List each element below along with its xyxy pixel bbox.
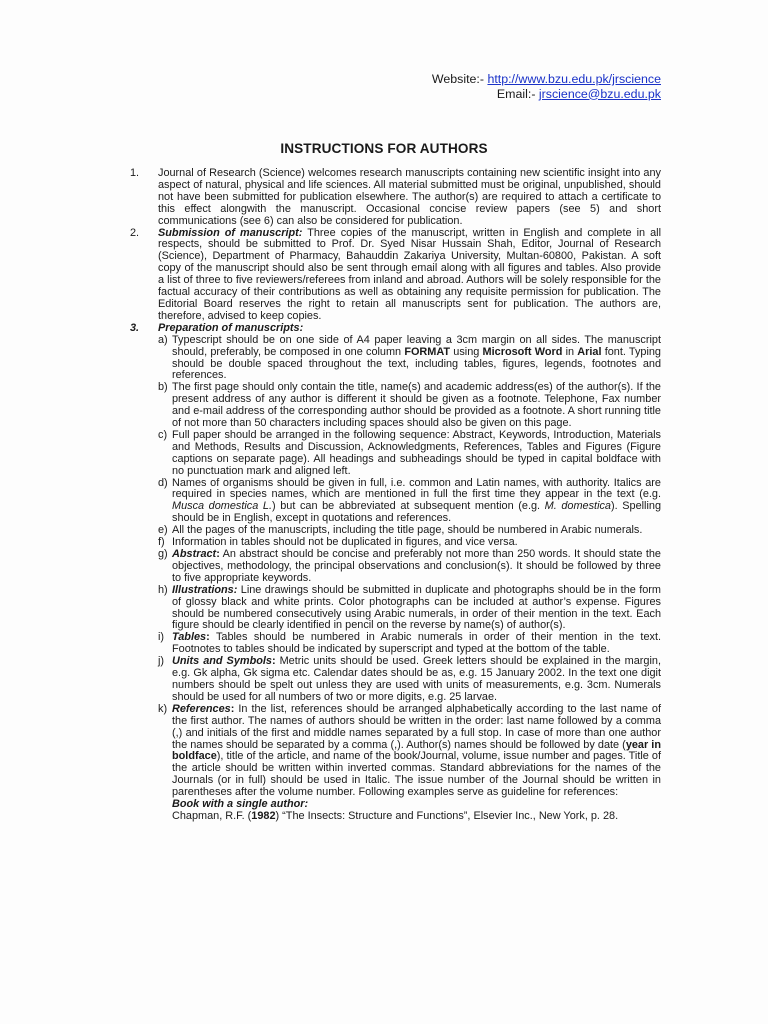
sub-item-letter: c) — [158, 428, 168, 441]
year-emphasis: year in boldface — [172, 738, 661, 763]
email-label: Email:- — [496, 86, 539, 101]
sub-item-d — [158, 478, 661, 526]
reference-year: 1982 — [251, 809, 276, 822]
sub-item-text: Typescript should be on one side of A4 paper leaving a 3cm margin on all sides. The manuscript should, preferably, be composed in one column — [172, 333, 661, 358]
instruction-item-1 — [130, 168, 661, 228]
contact-block — [432, 72, 661, 101]
heading-colon: : — [271, 655, 276, 668]
website-link[interactable]: http://www.bzu.edu.pk/jrscience — [487, 72, 661, 86]
sub-item-letter: i) — [158, 631, 165, 644]
sub-item-k — [158, 704, 661, 799]
reference-example-heading: Book with a single author: — [172, 798, 309, 811]
website-label: Website:- — [431, 72, 488, 86]
reference-example — [158, 811, 661, 823]
sub-item-text: Metric units should be used. Greek letters should be explained in the margin, e.g. Gk alpha, Gk sigma etc. Calendar dates should be as, e.g. 15 January 2002. In the text one digit numbers should be spelt out unless they are used with units of measurements, e.g. 3cm. Numerals should be used for all numbers of two or more digits, e.g. 25 larvae. — [172, 655, 661, 703]
sub-item-text: Line drawings should be submitted in duplicate and photographs should be in the form of glossy black and white prints. Color photographs can be included at author’s expense. Figures should be numbered consecutively using Arabic numerals, in order of their mention in the text. Each figure should be clearly identified in pencil on the reverse by name(s) of author(s). — [172, 583, 661, 632]
sub-item-i — [158, 632, 661, 656]
sub-item-text: Full paper should be arranged in the following sequence: Abstract, Keywords, Introduction, Materials and Methods, Results and Discussion, Acknowledgments, References, Tables and Figures (Figure captions on separate page). All headings and subheadings should be typed in capital boldface with no punctuation mark and aligned left. — [172, 428, 661, 477]
sub-item-a — [158, 335, 661, 383]
sub-item-letter: d) — [158, 476, 168, 489]
sub-item-heading: References — [172, 702, 231, 715]
sub-item-text: Tables should be numbered in Arabic numerals in order of their mention in the text. Footnotes to tables should be indicated by superscript and typed at the bottom of the table. — [172, 631, 661, 656]
instructions-body — [130, 168, 661, 823]
format-emphasis: FORMAT — [404, 345, 451, 358]
page-title: INSTRUCTIONS FOR AUTHORS — [280, 141, 488, 156]
email-line — [432, 87, 661, 102]
sub-item-h — [158, 585, 661, 633]
sub-item-letter: g) — [158, 548, 168, 560]
item-number: 3. — [130, 321, 140, 334]
species-name: Musca domestica L. — [172, 500, 272, 513]
sub-item-letter: h) — [158, 583, 168, 596]
sub-items — [130, 335, 661, 823]
sub-item-text: ). Spelling should be in English, except in quotations and references. — [172, 500, 661, 525]
sub-item-letter: e) — [158, 524, 168, 537]
sub-item-heading: Illustrations: — [172, 583, 238, 596]
email-link[interactable]: jrscience@bzu.edu.pk — [538, 86, 661, 101]
sub-item-j — [158, 656, 661, 704]
sub-item-heading: Abstract — [172, 548, 217, 560]
species-abbrev: M. domestica — [544, 500, 611, 513]
sub-item-letter: a) — [158, 333, 168, 346]
sub-item-text: ), title of the article, and name of the book/Journal, volume, issue number and pages. Title of the article should be written within inverted commas. Standard abbreviations for the names of the Journals (or in full) should be used in Italic. The issue number of the Journal should be written in parentheses after the volume number. Following examples serve as guideline for references: — [172, 750, 661, 799]
sub-item-heading: Tables — [172, 631, 207, 644]
item-number: 1. — [130, 167, 140, 179]
sub-item-b — [158, 382, 661, 430]
sub-item-text: ) but can be abbreviated at subsequent mention (e.g. — [272, 500, 545, 513]
sub-item-c — [158, 430, 661, 478]
word-emphasis: Microsoft Word — [482, 345, 563, 358]
item-heading: Preparation of manuscripts: — [158, 321, 304, 334]
item-text: Three copies of the manuscript, written in English and complete in all respects, should be submitted to Prof. Dr. Syed Nisar Hussain Shah, Editor, Journal of Research (Science), Department of Pharmacy, Bahauddin Zakariya University, Multan-60800, Pakistan. A soft copy of the manuscript should also be sent through email along with all figures and tables. Also provide a list of three to five reviewers/referees from inland and abroad. Authors will be solely responsible for the factual accuracy of their contributions as well as obtaining any requisite permission for publication. The Editorial Board reserves the right to retain all manuscripts sent for publication. The authors are, therefore, advised to keep copies. — [158, 226, 661, 322]
website-line — [432, 72, 661, 87]
instruction-item-2 — [130, 228, 661, 323]
sub-item-letter: k) — [158, 702, 168, 715]
sub-item-letter: f) — [158, 536, 165, 549]
sub-item-text: An abstract should be concise and preferably not more than 250 words. It should state the objectives, methodology, the principal observations and conclusion(s). It should be followed by three to five appropriate keywords. — [172, 548, 661, 584]
reference-text: ) “The Insects: Structure and Functions”, Elsevier Inc., New York, p. 28. — [275, 809, 619, 822]
sub-item-letter: b) — [158, 381, 168, 394]
sub-item-text: Names of organisms should be given in full, i.e. common and Latin names, with authority. Italics are required in species names, which are mentioned in full the first time they appear in the text (e.g. — [172, 476, 661, 501]
sub-item-text: The first page should only contain the title, name(s) and academic address(es) of the author(s). If the present address of any author is different it should be given as a footnote. Telephone, Fax number and e-mail address of the corresponding author should be provided as a footnote. A short running title of not more than 50 characters including spaces should also be given on this page. — [172, 381, 661, 430]
sub-item-text: font. Typing should be double spaced throughout the text, including tables, figures, legends, footnotes and references. — [172, 345, 661, 382]
item-heading: Submission of manuscript: — [158, 226, 303, 239]
item-number: 2. — [130, 226, 140, 239]
reference-text: Chapman, R.F. ( — [172, 809, 252, 822]
sub-item-text: Information in tables should not be duplicated in figures, and vice versa. — [172, 536, 518, 549]
item-text: Journal of Research (Science) welcomes research manuscripts containing new scientific insight into any aspect of natural, physical and life sciences. All material submitted must be original, unpublished, should not have been submitted for publication elsewhere. The author(s) are required to attach a certificate to this effect alongwith the manuscript. Occasional concise review papers (see 5) and short communications (see 6) can also be considered for publication. — [158, 167, 661, 227]
sub-item-text: All the pages of the manuscripts, including the title page, should be numbered in Arabic numerals. — [172, 524, 643, 537]
sub-item-g — [158, 549, 661, 585]
heading-colon: : — [206, 631, 210, 644]
heading-colon: : — [230, 702, 235, 715]
sub-item-text: in — [562, 345, 578, 358]
sub-item-text: using — [450, 345, 483, 358]
heading-colon: : — [216, 548, 220, 560]
sub-item-text: In the list, references should be arranged alphabetically according to the last name of the first author. The names of authors should be written in the order: last name followed by a comma (,) and initials of the first and middle names separated by a full stop. In case of more than one author the names should be separated by a comma (,). Author(s) names should be followed by date ( — [172, 702, 661, 751]
sub-item-letter: j) — [158, 655, 165, 668]
font-emphasis: Arial — [577, 345, 602, 358]
sub-item-heading: Units and Symbols — [172, 655, 272, 668]
